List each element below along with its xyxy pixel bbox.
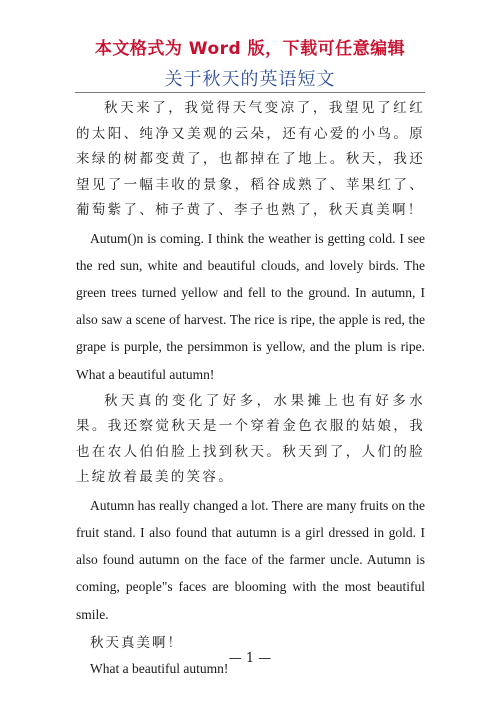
paragraph-chinese-1: 秋天来了，我觉得天气变凉了，我望见了红红的太阳、纯净又美观的云朵，还有心爱的小鸟。原来绿的树都变黄了，也都掉在了地上。秋天，我还望见了一幅丰收的景象，稻谷成熟了、苹果红了、葡萄紫了、柿子黄了、李子也熟了，秋天真美啊！ [76,100,425,218]
paragraph-english-1: Autum()n is coming. I think the weather is getting cold. I see the red sun, white and beautiful clouds, and lovely birds. The green trees turned yellow and fell to the ground. In autumn, I also saw a scene of harvest. The rice is ripe, the apple is red, the grape is purple, the persimmon is yellow, and the plum is ripe. What a beautiful autumn! [76,230,425,382]
document-title: 关于秋天的英语短文 [164,69,336,90]
paragraph-chinese-2: 秋天真的变化了好多，水果摊上也有好多水果。我还察觉秋天是一个穿着金色衣服的姑娘，我也在农人伯伯脸上找到秋天。秋天到了，人们的脸上绽放着最美的笑容。 [76,392,425,486]
paragraph-english-3: What a beautiful autumn! [90,660,229,676]
title-divider [75,92,425,93]
paragraph-english-2: Autumn has really changed a lot. There are many fruits on the fruit stand. I also found that autumn is a girl dressed in gold. I also found autumn on the face of the farmer uncle. Autumn is coming, people"s faces are blooming with the most beautiful smile. [76,497,425,622]
format-banner: 本文格式为 Word 版，下载可任意编辑 [94,39,406,59]
document-body [76,96,425,682]
paragraph-chinese-3: 秋天真美啊！ [90,634,183,651]
page-number: — 1 — [228,651,272,666]
